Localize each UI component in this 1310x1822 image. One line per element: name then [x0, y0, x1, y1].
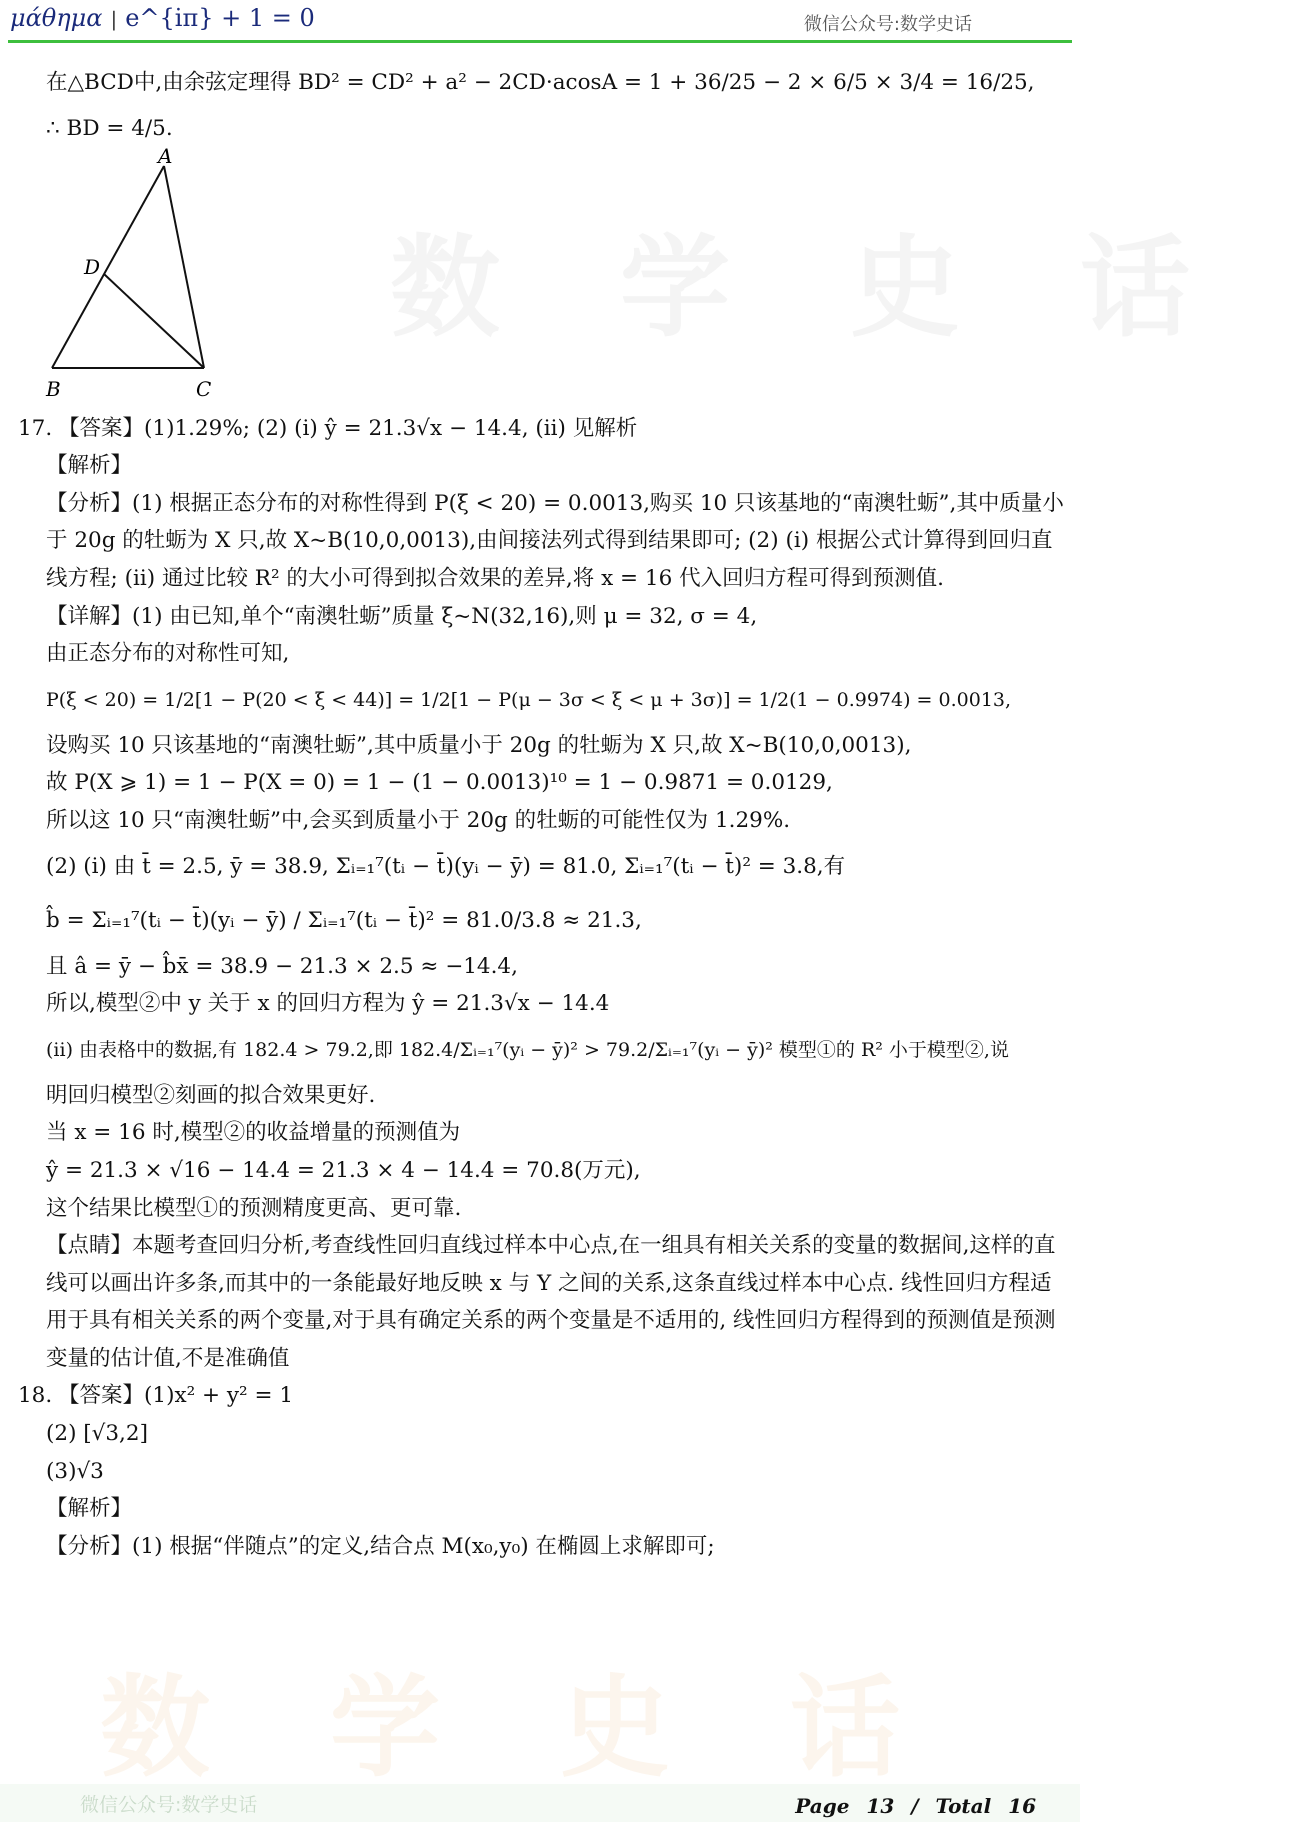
q17-xiangjie-5: 故 P(X ⩾ 1) = 1 − P(X = 0) = 1 − (1 − 0.0013)¹⁰ = 1 − 0.9871 = 0.0129, [46, 770, 833, 796]
watermark-char: 数 [390, 224, 620, 352]
watermark-char: 学 [620, 224, 850, 352]
q17-jiexi: 【解析】 [46, 453, 133, 479]
q18-jiexi: 【解析】 [46, 1496, 133, 1522]
q17-part2-7: 当 x = 16 时,模型②的收益增量的预测值为 [46, 1120, 461, 1146]
label-a: A [158, 143, 173, 168]
header-divider [8, 40, 1072, 43]
q17-answer [18, 410, 1066, 448]
q18-answer-3: (3)√3 [46, 1458, 104, 1484]
q18-answer [18, 1377, 1066, 1415]
brand-name: μάθημα [10, 4, 103, 32]
answer-text: 【答案】(1)x² + y² = 1 [58, 1383, 294, 1409]
q18-fenxi: 【分析】(1) 根据“伴随点”的定义,结合点 M(x₀,y₀) 在椭圆上求解即可; [46, 1533, 715, 1559]
watermark-char: 话 [1080, 224, 1310, 352]
watermark-char: 史 [850, 224, 1080, 352]
q17-xiangjie-1: 【详解】(1) 由已知,单个“南澳牡蛎”质量 ξ~N(32,16),则 μ = 32, σ = 4, [46, 603, 758, 629]
answer-text: 【答案】(1)1.29%; (2) (i) ŷ = 21.3√x − 14.4, (ii) 见解析 [58, 415, 638, 441]
bd-result-line: ∴ BD = 4/5. [46, 116, 173, 141]
q17-part2-2: b̂ = Σᵢ₌₁⁷(tᵢ − t̄)(yᵢ − ȳ) / Σᵢ₌₁⁷(tᵢ − t̄)² = 81.0/3.8 ≈ 21.3, [46, 907, 642, 933]
watermark-char: 话 [790, 1664, 1020, 1792]
watermark-char: 史 [560, 1664, 790, 1792]
q17-xiangjie-2: 由正态分布的对称性可知, [46, 641, 290, 667]
label-c: C [196, 376, 212, 401]
q17-part2-6: 明回归模型②刻画的拟合效果更好. [46, 1082, 376, 1108]
page-header [0, 0, 1080, 42]
question-number: 17. [18, 415, 53, 441]
header-account: 微信公众号:数学史话 [803, 14, 972, 35]
cosine-law-line: 在△BCD中,由余弦定理得 BD² = CD² + a² − 2CD·acosA = 1 + 36/25 − 2 × 6/5 × 3/4 = 16/25, [46, 70, 1035, 95]
q17-part2-8: ŷ = 21.3 × √16 − 14.4 = 21.3 × 4 − 14.4 = 70.8(万元), [46, 1157, 641, 1183]
q17-xiangjie-4: 设购买 10 只该基地的“南澳牡蛎”,其中质量小于 20g 的牡蛎为 X 只,故 X~B(10,0,0013), [46, 732, 912, 758]
watermark-lower [100, 1640, 1020, 1798]
q17-part2-4: 所以,模型②中 y 关于 x 的回归方程为 ŷ = 21.3√x − 14.4 [46, 991, 610, 1017]
edge-ac [164, 166, 204, 368]
footer-account: 微信公众号:数学史话 [80, 1794, 258, 1816]
watermark-char: 数 [100, 1664, 330, 1792]
edge-ab [52, 166, 164, 368]
label-b: B [46, 376, 61, 401]
q18-answer-2: (2) [√3,2] [46, 1421, 148, 1447]
question-number: 18. [18, 1383, 53, 1409]
q17-xiangjie-6: 所以这 10 只“南澳牡蛎”中,会买到质量小于 20g 的牡蛎的可能性仅为 1.29%. [46, 807, 791, 833]
q17-fenxi: 【分析】(1) 根据正态分布的对称性得到 P(ξ < 20) = 0.0013,购买 10 只该基地的“南澳牡蛎”,其中质量小于 20g 的牡蛎为 X 只,故 X~B(10,0,0013),由间接法列式得到结果即可; (2) (i) 根据公式计算得到回归直线方程; (ii) 通过比较 R² 的大小可得到拟合效果的差异,将 x = 16 代入回归方程可得到预测值. [46, 490, 1064, 591]
triangle-figure [46, 143, 1066, 410]
brand-separator: | [110, 7, 118, 31]
triangle-diagram [46, 143, 266, 410]
document-body [18, 56, 1066, 1565]
q17-dianjing: 【点睛】本题考查回归分析,考查线性回归直线过样本中心点,在一组具有相关关系的变量的数据间,这样的直线可以画出许多条,而其中的一条能最好地反映 x 与 Y 之间的关系,这条直线过样本中心点. 线性回归方程适用于具有相关关系的两个变量,对于具有确定关系的两个变量是不适用的, 线性回归方程得到的预测值是预测变量的估计值,不是准确值 [46, 1233, 1056, 1371]
q17-part2-3: 且 â = ȳ − b̂x̄ = 38.9 − 21.3 × 2.5 ≈ −14.4, [46, 953, 518, 979]
euler-formula: e^{iπ} + 1 = 0 [125, 4, 315, 32]
q17-part2-9: 这个结果比模型①的预测精度更高、更可靠. [46, 1195, 462, 1221]
brand-logo [10, 4, 315, 32]
label-d: D [84, 254, 101, 279]
page-number: Page 13 / Total 16 [795, 1794, 1036, 1818]
q17-part2-5: (ii) 由表格中的数据,有 182.4 > 79.2,即 182.4/Σᵢ₌₁⁷(yᵢ − ȳ)² > 79.2/Σᵢ₌₁⁷(yᵢ − ȳ)² 模型①的 R² 小于模型②,说 [46, 1038, 1009, 1061]
q17-part2-1: (2) (i) 由 t̄ = 2.5, ȳ = 38.9, Σᵢ₌₁⁷(tᵢ − t̄)(yᵢ − ȳ) = 81.0, Σᵢ₌₁⁷(tᵢ − t̄)² = 3.8,有 [46, 853, 846, 879]
watermark-char: 学 [330, 1664, 560, 1792]
q17-xiangjie-3: P(ξ < 20) = 1/2[1 − P(20 < ξ < 44)] = 1/2[1 − P(μ − 3σ < ξ < μ + 3σ)] = 1/2(1 − 0.9974) = 0.0013, [46, 688, 1012, 711]
